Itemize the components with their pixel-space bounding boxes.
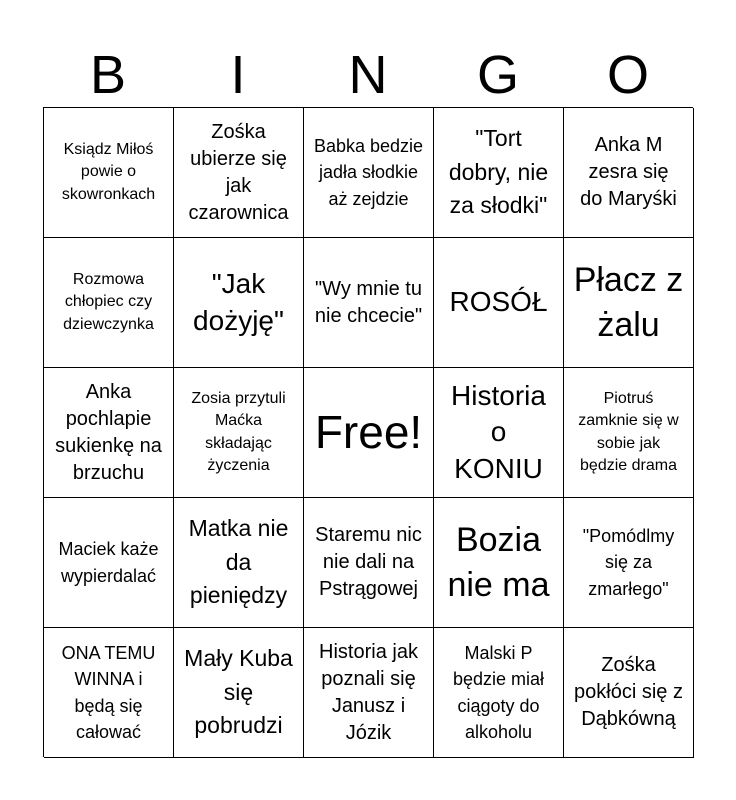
bingo-grid [43, 107, 693, 757]
bingo-cell-r2c2[interactable] [174, 238, 304, 368]
bingo-cell-r2c5[interactable] [564, 238, 694, 368]
cell-text: Anka M zesra się do Maryśki [580, 134, 677, 210]
bingo-cell-r1c5[interactable] [564, 108, 694, 238]
cell-text: "Jak dożyję" [193, 268, 284, 336]
bingo-cell-r5c4[interactable] [434, 628, 564, 758]
bingo-cell-r3c3[interactable] [304, 368, 434, 498]
bingo-header [43, 44, 693, 106]
cell-text: Zośka ubierze się jak czarownica [188, 120, 289, 224]
bingo-cell-r3c2[interactable] [174, 368, 304, 498]
cell-text: Babka bedzie jadła słodkie aż zejdzie [313, 136, 424, 209]
header-letter-g: G [476, 45, 519, 105]
header-letter-n: N [348, 45, 388, 105]
bingo-cell-r1c3[interactable] [304, 108, 434, 238]
bingo-cell-r1c2[interactable] [174, 108, 304, 238]
cell-text: Piotruś zamknie się w sobie jak będzie drama [578, 389, 679, 474]
bingo-cell-r4c5[interactable] [564, 498, 694, 628]
bingo-cell-r4c4[interactable] [434, 498, 564, 628]
header-letter-b: B [89, 45, 127, 105]
bingo-cell-r2c1[interactable] [44, 238, 174, 368]
bingo-cell-r2c3[interactable] [304, 238, 434, 368]
cell-text: Maciek każe wypierdalać [58, 539, 159, 586]
bingo-cell-r4c3[interactable] [304, 498, 434, 628]
bingo-cell-r5c1[interactable] [44, 628, 174, 758]
bingo-cell-r5c3[interactable] [304, 628, 434, 758]
cell-text: Płacz z żalu [573, 261, 684, 344]
bingo-cell-r1c4[interactable] [434, 108, 564, 238]
cell-text: Anka pochlapie sukienkę na brzuchu [55, 380, 162, 484]
header-letter-i: I [230, 45, 246, 105]
cell-text: ROSÓŁ [449, 286, 548, 318]
bingo-cell-r1c1[interactable] [44, 108, 174, 238]
cell-text: Ksiądz Miłoś powie o skowronkach [61, 140, 156, 203]
cell-text: Zośka pokłóci się z Dąbkówną [574, 654, 683, 730]
bingo-cell-r5c5[interactable] [564, 628, 694, 758]
free-space-text: Free! [314, 406, 423, 459]
cell-text: Historia o KONIU [451, 379, 546, 484]
cell-text: "Wy mnie tu nie chcecie" [314, 277, 423, 327]
cell-text: Malski P będzie miał ciągoty do alkoholu [452, 643, 545, 742]
cell-text: Staremu nic nie dali na Pstrągowej [315, 524, 422, 600]
bingo-cell-r2c4[interactable] [434, 238, 564, 368]
bingo-cell-r4c1[interactable] [44, 498, 174, 628]
cell-text: Mały Kuba się pobrudzi [184, 645, 293, 739]
bingo-cell-r3c4[interactable] [434, 368, 564, 498]
bingo-cell-r4c2[interactable] [174, 498, 304, 628]
cell-text: "Pomódlmy się za zmarłego" [582, 526, 675, 599]
cell-text: Zosia przytuli Maćka składając życzenia [191, 389, 286, 474]
header-letter-o: O [606, 45, 649, 105]
cell-text: "Tort dobry, nie za słodki" [448, 125, 549, 219]
bingo-cell-r3c5[interactable] [564, 368, 694, 498]
cell-text: Rozmowa chłopiec czy dziewczynka [63, 270, 154, 333]
cell-text: Historia jak poznali się Janusz i Józik [319, 640, 418, 744]
bingo-cell-r3c1[interactable] [44, 368, 174, 498]
cell-text: Matka nie da pieniędzy [188, 515, 289, 609]
bingo-cell-r5c2[interactable] [174, 628, 304, 758]
cell-text: Bozia nie ma [447, 521, 550, 604]
cell-text: ONA TEMU WINNA i będą się całować [61, 643, 156, 742]
